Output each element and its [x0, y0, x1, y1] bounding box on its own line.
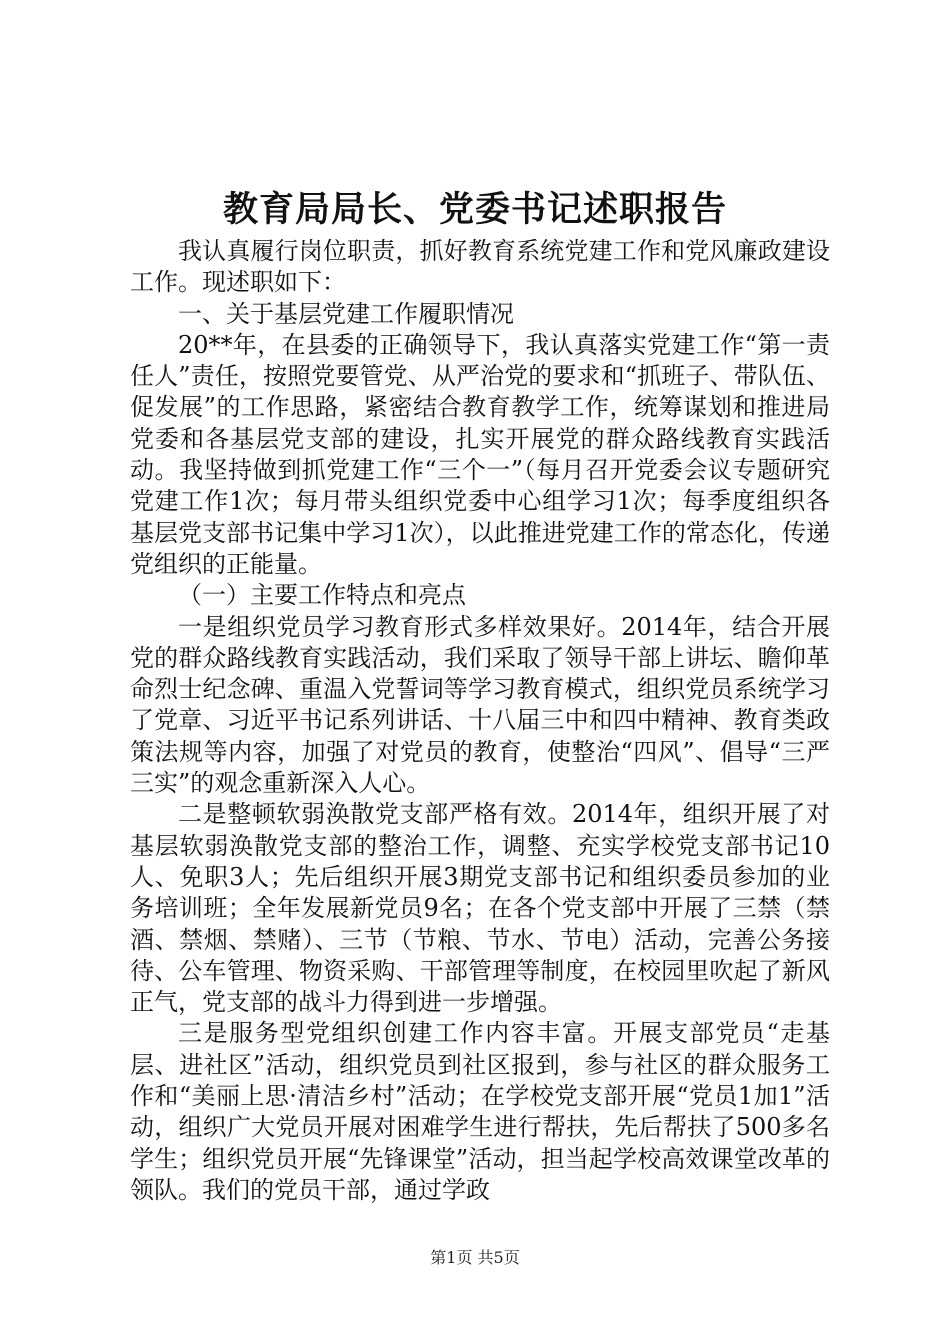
- paragraph-point-3: 三是服务型党组织创建工作内容丰富。开展支部党员“走基层、进社区”活动，组织党员到社区报到，参与社区的群众服务工作和“美丽上思·清洁乡村”活动；在学校党支部开展“党员1加1”活动，组织广大党员开展对困难学生进行帮扶，先后帮扶了500多名学生；组织党员开展“先锋课堂”活动，担当起学校高效课堂改革的领队。我们的党员干部，通过学政: [130, 1019, 830, 1204]
- subsection-heading-1: （一）主要工作特点和亮点: [178, 581, 466, 610]
- document-title: 教育局局长、党委书记述职报告: [222, 189, 727, 230]
- document-body: [130, 236, 830, 1206]
- paragraph-point-1: 一是组织党员学习教育形式多样效果好。2014年，结合开展党的群众路线教育实践活动，我们采取了领导干部上讲坛、瞻仰革命烈士纪念碑、重温入党誓词等学习教育模式，组织党员系统学习了党章、习近平书记系列讲话、十八届三中和四中精神、教育类政策法规等内容，加强了对党员的教育，使整治“四风”、倡导“三严三实”的观念重新深入人心。: [130, 612, 830, 798]
- paragraph-intro: 我认真履行岗位职责，抓好教育系统党建工作和党风廉政建设工作。现述职如下：: [130, 237, 830, 297]
- page-number-footer: 第1页 共5页: [430, 1248, 520, 1267]
- paragraph-party-building: 20**年，在县委的正确领导下，我认真落实党建工作“第一责任人”责任，按照党要管党、从严治党的要求和“抓班子、带队伍、促发展”的工作思路，紧密结合教育教学工作，统筹谋划和推进局党委和各基层党支部的建设，扎实开展党的群众路线教育实践活动。我坚持做到抓党建工作“三个一”（每月召开党委会议专题研究党建工作1次；每月带头组织党委中心组学习1次；每季度组织各基层党支部书记集中学习1次），以此推进党建工作的常态化，传递党组织的正能量。: [130, 330, 830, 578]
- section-heading-1: 一、关于基层党建工作履职情况: [178, 299, 514, 328]
- paragraph-point-2: 二是整顿软弱涣散党支部严格有效。2014年，组织开展了对基层软弱涣散党支部的整治工作，调整、充实学校党支部书记10人、免职3人；先后组织开展3期党支部书记和组织委员参加的业务培训班；全年发展新党员9名；在各个党支部中开展了三禁（禁酒、禁烟、禁赌）、三节（节粮、节水、节电）活动，完善公务接待、公车管理、物资采购、干部管理等制度，在校园里吹起了新风正气，党支部的战斗力得到进一步增强。: [130, 800, 830, 1017]
